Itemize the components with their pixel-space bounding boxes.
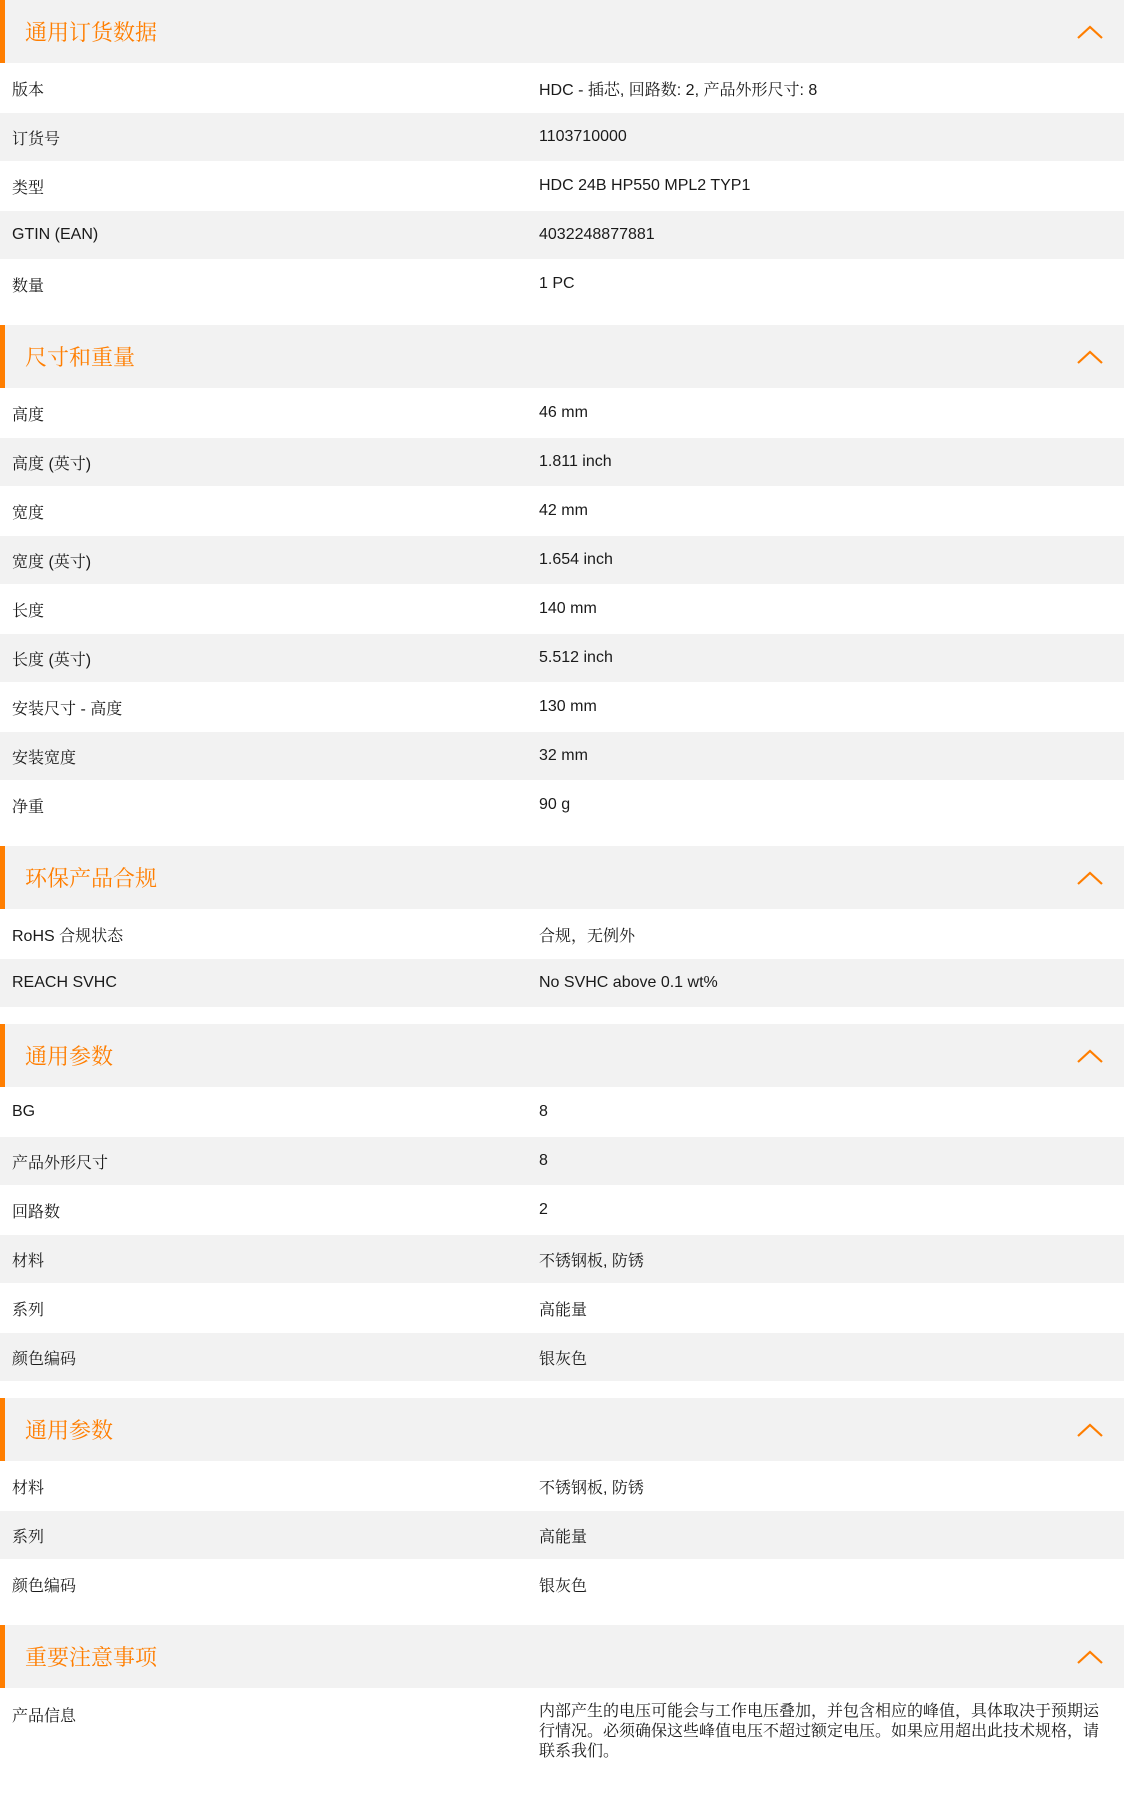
spec-value: 2: [539, 1201, 548, 1218]
chevron-up-icon[interactable]: [1076, 1649, 1104, 1665]
spec-label: 安装宽度: [12, 749, 77, 767]
chevron-up-icon[interactable]: [1076, 349, 1104, 365]
spec-value: 高能量: [539, 1301, 588, 1319]
spec-row: [0, 113, 1124, 161]
spec-label: 系列: [12, 1528, 45, 1546]
section-title: 通用参数: [25, 1418, 114, 1443]
spec-row: [0, 438, 1124, 486]
spec-value: 140 mm: [539, 600, 597, 617]
spec-value: 内部产生的电压可能会与工作电压叠加，并包含相应的峰值，具体取决于预期运行情况。必须确保这些峰值电压不超过额定电压。如果应用超出此技术规格，请联系我们。: [539, 1703, 1100, 1760]
spec-row: [0, 536, 1124, 584]
spec-row: [0, 634, 1124, 682]
spec-row: [0, 732, 1124, 780]
spec-row: [0, 1088, 1124, 1136]
spec-label: 长度: [12, 602, 45, 620]
spec-label: 系列: [12, 1301, 45, 1319]
spec-label: 材料: [12, 1252, 45, 1270]
spec-label: 数量: [12, 277, 45, 295]
section-title: 通用订货数据: [25, 20, 158, 45]
spec-label: 高度 (英寸): [12, 455, 92, 473]
spec-label: REACH SVHC: [12, 974, 117, 991]
spec-label: 版本: [12, 81, 45, 99]
spec-label: 产品信息: [12, 1708, 77, 1725]
spec-label: 宽度 (英寸): [12, 553, 92, 571]
section-title: 环保产品合规: [25, 866, 158, 891]
spec-label: 材料: [12, 1479, 45, 1497]
spec-section: [0, 0, 1124, 308]
spec-value: 合规，无例外: [539, 927, 636, 945]
spec-row: [0, 1560, 1124, 1608]
spec-label: 订货号: [12, 130, 61, 148]
chevron-up-icon[interactable]: [1076, 870, 1104, 886]
spec-value: 1103710000: [539, 128, 627, 145]
spec-value: 不锈钢板, 防锈: [539, 1479, 644, 1497]
spec-value: 5.512 inch: [539, 649, 613, 666]
section-header[interactable]: [0, 1625, 1124, 1688]
spec-label: 回路数: [12, 1203, 61, 1221]
spec-row: [0, 1284, 1124, 1332]
spec-label: 颜色编码: [12, 1350, 77, 1368]
spec-section: [0, 325, 1124, 829]
spec-row: [0, 683, 1124, 731]
spec-row: [0, 162, 1124, 210]
section-title: 尺寸和重量: [25, 345, 136, 370]
spec-row: [0, 781, 1124, 829]
spec-row: [0, 211, 1124, 259]
spec-label: RoHS 合规状态: [12, 927, 124, 945]
spec-section: [0, 1024, 1124, 1381]
spec-section: [0, 846, 1124, 1007]
spec-label: 类型: [12, 179, 45, 197]
spec-value: HDC - 插芯, 回路数: 2, 产品外形尺寸: 8: [539, 81, 818, 99]
spec-label: 长度 (英寸): [12, 651, 92, 669]
spec-section: [0, 1625, 1124, 1773]
spec-value: 32 mm: [539, 747, 588, 764]
spec-value: 8: [539, 1103, 548, 1120]
spec-value: 不锈钢板, 防锈: [539, 1252, 644, 1270]
chevron-up-icon[interactable]: [1076, 1048, 1104, 1064]
spec-label: 产品外形尺寸: [12, 1154, 109, 1172]
spec-label: 颜色编码: [12, 1577, 77, 1595]
spec-row: [0, 910, 1124, 958]
spec-row: [0, 1462, 1124, 1510]
spec-value: 46 mm: [539, 404, 588, 421]
spec-value: No SVHC above 0.1 wt%: [539, 974, 718, 991]
spec-row: [0, 389, 1124, 437]
section-title: 重要注意事项: [25, 1645, 158, 1670]
spec-label: GTIN (EAN): [12, 226, 99, 243]
spec-label: 高度: [12, 406, 45, 424]
chevron-up-icon[interactable]: [1076, 24, 1104, 40]
spec-row: [0, 959, 1124, 1007]
spec-section: [0, 1398, 1124, 1608]
spec-value: 130 mm: [539, 698, 597, 715]
spec-label: 宽度: [12, 504, 45, 522]
section-header[interactable]: [0, 1398, 1124, 1461]
spec-value: 4032248877881: [539, 226, 655, 243]
spec-value: 1.811 inch: [539, 453, 612, 470]
spec-row: [0, 585, 1124, 633]
spec-value: HDC 24B HP550 MPL2 TYP1: [539, 177, 751, 194]
spec-row: [0, 260, 1124, 308]
section-header[interactable]: [0, 846, 1124, 909]
spec-value: 银灰色: [539, 1577, 588, 1595]
spec-row: [0, 487, 1124, 535]
spec-value: 8: [539, 1152, 548, 1169]
spec-value: 高能量: [539, 1528, 588, 1546]
spec-row: [0, 1235, 1124, 1283]
spec-label: BG: [12, 1103, 36, 1120]
chevron-up-icon[interactable]: [1076, 1422, 1104, 1438]
spec-value: 1.654 inch: [539, 551, 613, 568]
section-header[interactable]: [0, 1024, 1124, 1087]
spec-label: 安装尺寸 - 高度: [12, 700, 123, 718]
spec-row: [0, 1511, 1124, 1559]
spec-row: [0, 64, 1124, 112]
spec-row: [0, 1689, 1124, 1773]
spec-label: 净重: [12, 798, 45, 816]
spec-row: [0, 1333, 1124, 1381]
spec-value: 90 g: [539, 796, 571, 813]
spec-value: 1 PC: [539, 275, 575, 292]
section-title: 通用参数: [25, 1044, 114, 1069]
section-header[interactable]: [0, 325, 1124, 388]
spec-row: [0, 1186, 1124, 1234]
section-header[interactable]: [0, 0, 1124, 63]
spec-value: 银灰色: [539, 1350, 588, 1368]
spec-value: 42 mm: [539, 502, 588, 519]
spec-row: [0, 1137, 1124, 1185]
